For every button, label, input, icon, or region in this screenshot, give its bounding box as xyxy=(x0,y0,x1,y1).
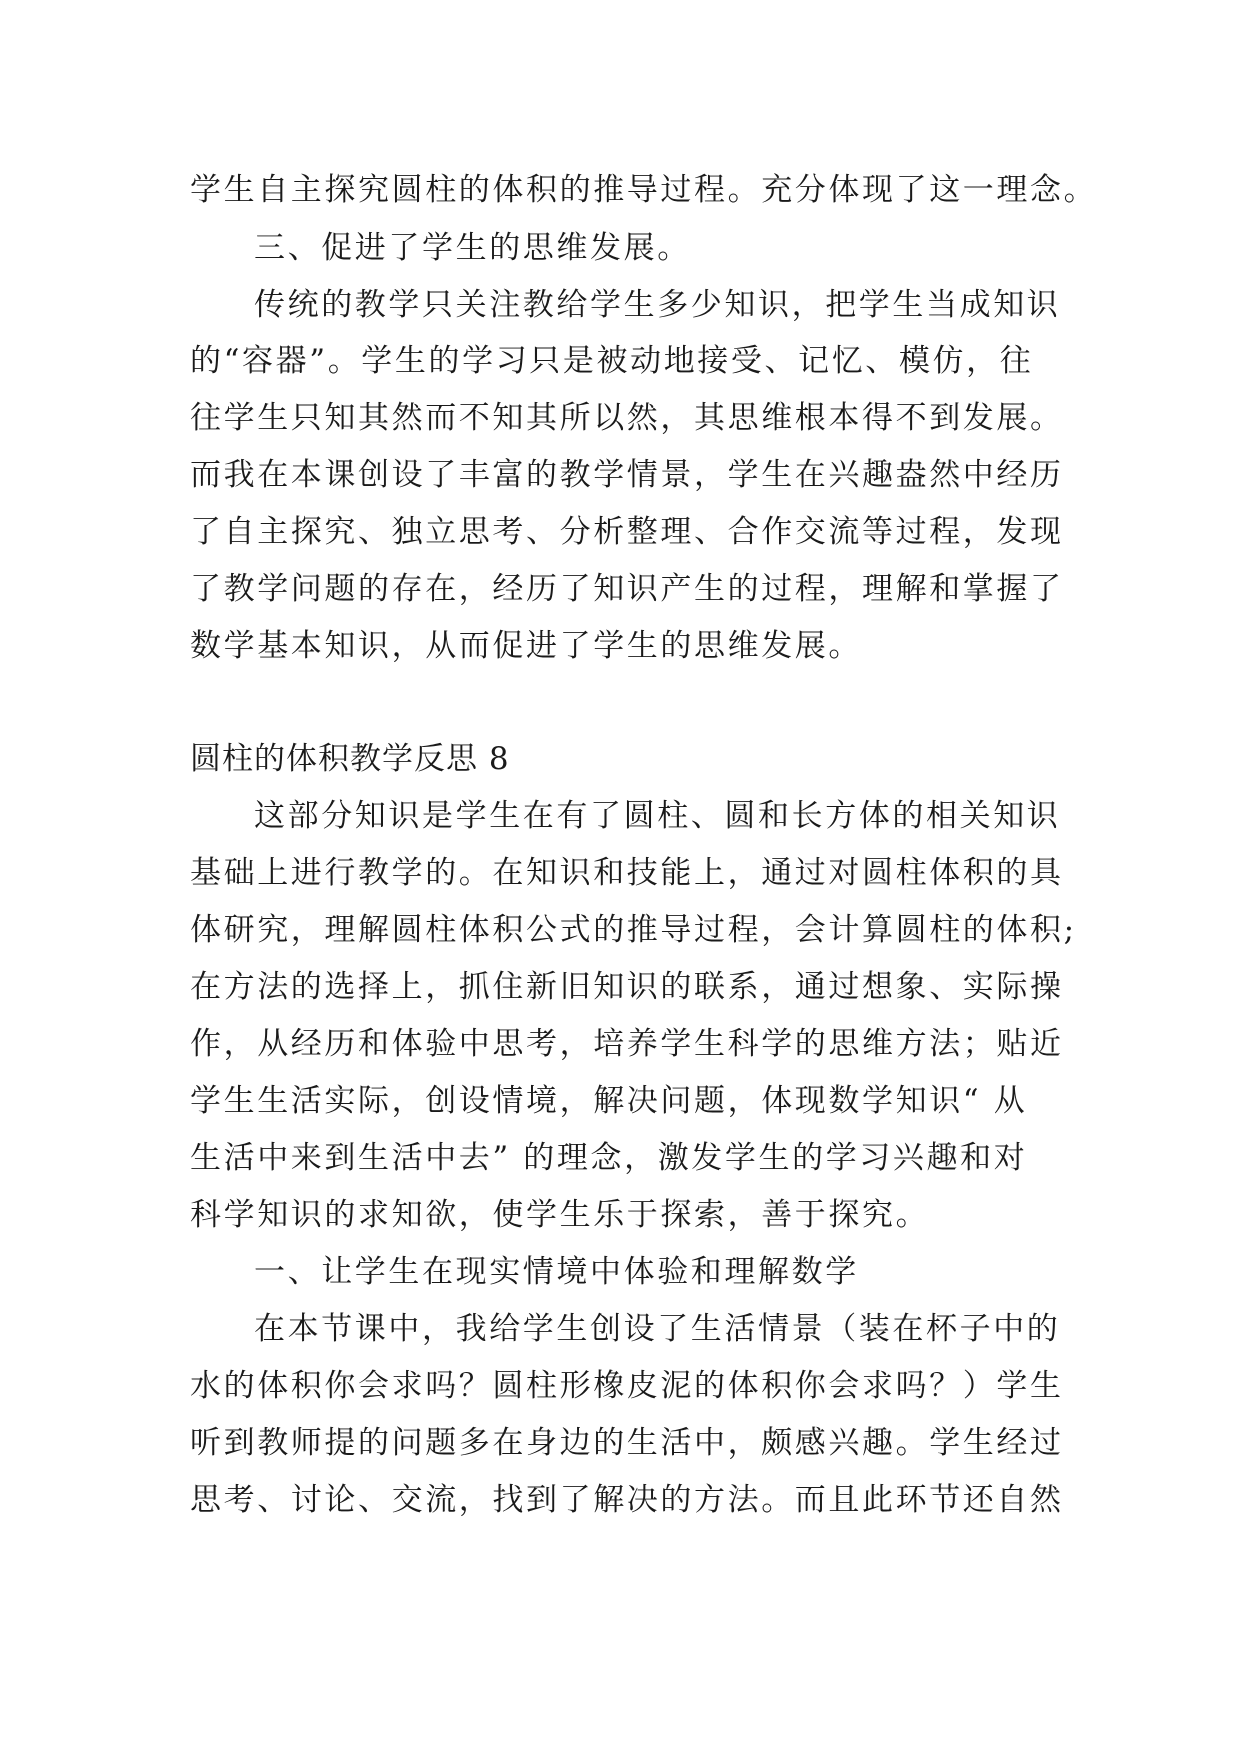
text-line: 水的体积你会求吗？圆柱形橡皮泥的体积你会求吗？）学生 xyxy=(190,1368,1064,1404)
text-line: 在方法的选择上，抓住新旧知识的联系，通过想象、实际操 xyxy=(190,969,1064,1005)
text-line: 的“容器”。学生的学习只是被动地接受、记忆、模仿，往 xyxy=(190,343,1034,379)
text-line: 思考、讨论、交流，找到了解决的方法。而且此环节还自然 xyxy=(190,1482,1064,1518)
text-line: 数学基本知识，从而促进了学生的思维发展。 xyxy=(190,628,862,664)
text-line: 作，从经历和体验中思考，培养学生科学的思维方法；贴近 xyxy=(190,1026,1064,1062)
text-line: 而我在本课创设了丰富的教学情景，学生在兴趣盎然中经历 xyxy=(190,457,1064,493)
section-heading: 一、让学生在现实情境中体验和理解数学 xyxy=(254,1254,859,1290)
article-title: 圆柱的体积教学反思 8 xyxy=(190,741,510,777)
text-line: 传统的教学只关注教给学生多少知识，把学生当成知识 xyxy=(254,287,1061,323)
text-line: 生活中来到生活中去” 的理念，激发学生的学习兴趣和对 xyxy=(190,1140,1028,1176)
text-line: 在本节课中，我给学生创设了生活情景（装在杯子中的 xyxy=(254,1311,1061,1347)
text-line: 了自主探究、独立思考、分析整理、合作交流等过程，发现 xyxy=(190,514,1064,550)
text-line: 听到教师提的问题多在身边的生活中，颇感兴趣。学生经过 xyxy=(190,1425,1064,1461)
text-line: 科学知识的求知欲，使学生乐于探索，善于探究。 xyxy=(190,1197,930,1233)
text-line: 往学生只知其然而不知其所以然，其思维根本得不到发展。 xyxy=(190,400,1064,436)
text-line: 学生自主探究圆柱的体积的推导过程。充分体现了这一理念。 xyxy=(190,172,1098,208)
section-heading: 三、促进了学生的思维发展。 xyxy=(254,230,691,266)
text-line: 学生生活实际，创设情境，解决问题，体现数学知识“ 从 xyxy=(190,1083,1028,1119)
text-line: 体研究，理解圆柱体积公式的推导过程，会计算圆柱的体积; xyxy=(190,912,1077,948)
text-line: 基础上进行教学的。在知识和技能上，通过对圆柱体积的具 xyxy=(190,855,1064,891)
text-line: 了教学问题的存在，经历了知识产生的过程，理解和掌握了 xyxy=(190,571,1064,607)
text-line: 这部分知识是学生在有了圆柱、圆和长方体的相关知识 xyxy=(254,798,1061,834)
